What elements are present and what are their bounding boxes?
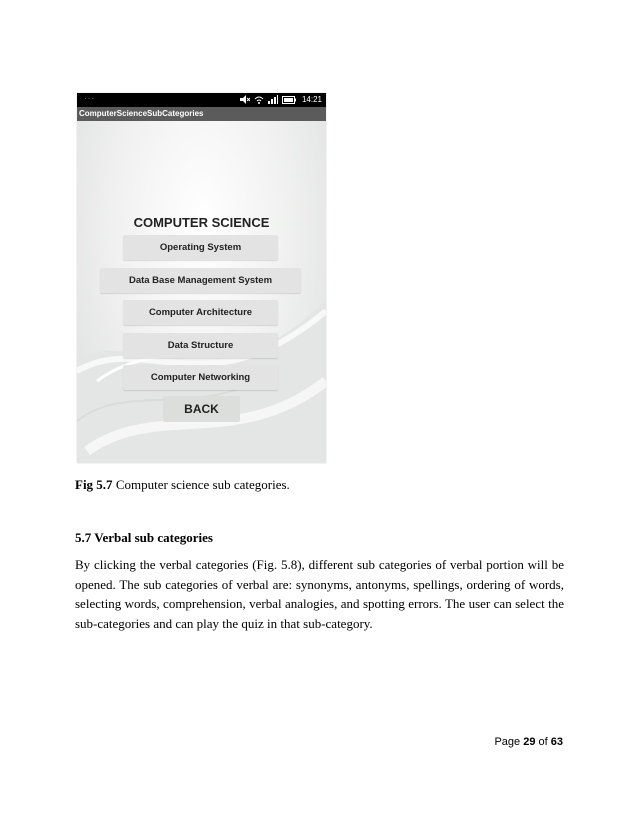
action-bar-title: ComputerScienceSubCategories bbox=[79, 109, 204, 118]
data-structure-button[interactable]: Data Structure bbox=[123, 333, 278, 358]
signal-icon bbox=[268, 95, 278, 106]
computer-networking-button[interactable]: Computer Networking bbox=[123, 365, 278, 390]
page-of: of bbox=[535, 736, 551, 748]
figure-caption-text: Computer science sub categories. bbox=[112, 477, 290, 492]
app-screenshot bbox=[77, 93, 326, 463]
page-prefix: Page bbox=[494, 736, 524, 748]
battery-icon bbox=[282, 96, 296, 106]
dbms-button[interactable]: Data Base Management System bbox=[100, 268, 301, 293]
section-heading: 5.7 Verbal sub categories bbox=[75, 530, 213, 545]
operating-system-button[interactable]: Operating System bbox=[123, 235, 278, 260]
notification-dots: ··· bbox=[84, 94, 95, 103]
total-pages: 63 bbox=[550, 736, 563, 748]
status-time: 14:21 bbox=[301, 95, 322, 104]
wifi-icon bbox=[254, 95, 264, 106]
figure-label: Fig 5.7 bbox=[75, 477, 113, 492]
page-number bbox=[494, 736, 563, 748]
status-bar bbox=[77, 93, 326, 107]
figure-caption bbox=[75, 477, 290, 493]
computer-architecture-button[interactable]: Computer Architecture bbox=[123, 300, 278, 325]
action-bar bbox=[77, 107, 326, 121]
screen-title: COMPUTER SCIENCE bbox=[133, 215, 270, 230]
current-page: 29 bbox=[523, 736, 536, 748]
body-paragraph: By clicking the verbal categories (Fig. 5.8), different sub categories of verbal portion will be opened. The sub categories of verbal are: synonyms, antonyms, spellings, ordering of words, selecting words, comprehension, verbal analogies, and spotting errors. The user can select the sub-categories and can play the quiz in that sub-category. bbox=[75, 557, 564, 631]
back-button[interactable]: BACK bbox=[163, 396, 240, 422]
mute-icon bbox=[240, 95, 250, 106]
app-content bbox=[77, 121, 326, 463]
